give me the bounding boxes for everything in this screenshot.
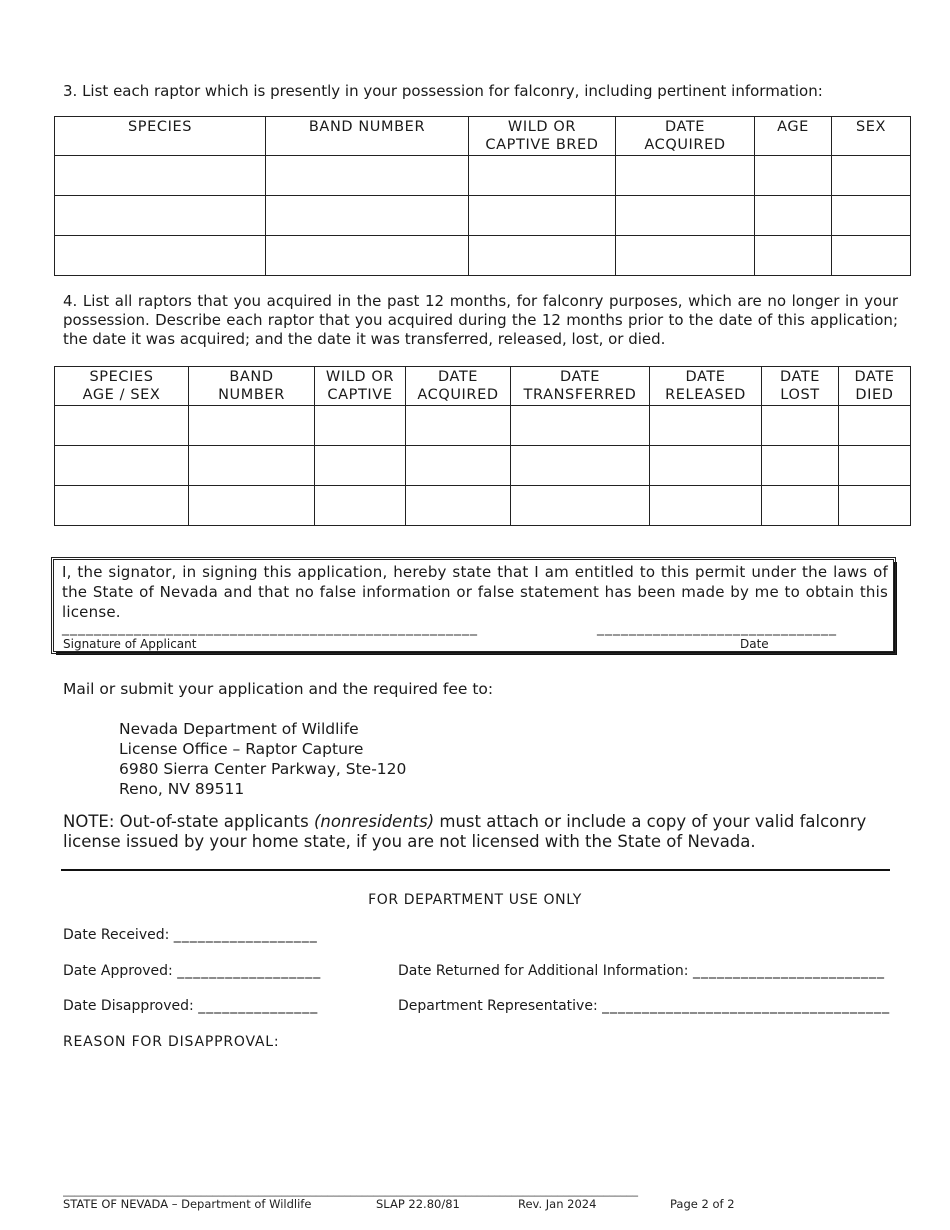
table-row <box>55 406 911 446</box>
section-divider <box>61 869 890 871</box>
column-header-text: NUMBER <box>218 387 285 403</box>
table-cell[interactable] <box>616 196 755 236</box>
address-line: 6980 Sierra Center Parkway, Ste-120 <box>119 760 407 778</box>
table-row <box>55 236 911 276</box>
table-cell[interactable] <box>189 406 315 446</box>
column-header-text: LOST <box>780 387 820 403</box>
column-header <box>650 367 762 406</box>
column-header <box>832 117 911 156</box>
table-row <box>55 156 911 196</box>
table-cell[interactable] <box>469 156 616 196</box>
representative-field <box>398 997 890 1015</box>
table-cell[interactable] <box>511 486 650 526</box>
certification-box <box>53 559 894 652</box>
table-cell[interactable] <box>469 196 616 236</box>
column-header-text: WILD OR <box>325 369 395 385</box>
table-cell[interactable] <box>755 196 832 236</box>
footer-revision: Rev. Jan 2024 <box>518 1197 597 1211</box>
table-cell[interactable] <box>650 486 762 526</box>
date-received-field <box>63 926 318 944</box>
address-line: Nevada Department of Wildlife <box>119 720 359 738</box>
column-header <box>55 117 266 156</box>
column-header-text: CAPTIVE <box>327 387 393 403</box>
past-raptors-table <box>54 366 911 526</box>
footer-rule: ____________________________________________________________________________________________________ <box>63 1183 638 1197</box>
column-header <box>762 367 839 406</box>
footer-agency: STATE OF NEVADA – Department of Wildlife <box>63 1197 312 1211</box>
table-cell[interactable] <box>266 236 469 276</box>
table-row <box>55 486 911 526</box>
column-header <box>839 367 911 406</box>
column-header-text: DATE <box>559 369 601 385</box>
date-disapproved-label: Date Disapproved: <box>63 998 199 1014</box>
column-header-text: SEX <box>855 119 887 135</box>
column-header-text: DATE <box>854 369 895 385</box>
table-cell[interactable] <box>55 406 189 446</box>
table-cell[interactable] <box>55 486 189 526</box>
footer-form-number: SLAP 22.80/81 <box>376 1197 460 1211</box>
column-header <box>755 117 832 156</box>
mailing-address <box>119 719 406 799</box>
table-cell[interactable] <box>315 446 406 486</box>
table-cell[interactable] <box>832 156 911 196</box>
column-header <box>469 117 616 156</box>
column-header-text: DATE <box>437 369 479 385</box>
column-header-text: ACQUIRED <box>417 387 499 403</box>
signature-label: Signature of Applicant <box>63 637 197 651</box>
note-prefix: NOTE: Out-of-state applicants <box>63 812 314 831</box>
table-cell[interactable] <box>832 236 911 276</box>
table-cell[interactable] <box>266 156 469 196</box>
column-header-text: DATE <box>664 119 706 135</box>
table-cell[interactable] <box>55 196 266 236</box>
table-cell[interactable] <box>406 446 511 486</box>
table-cell[interactable] <box>755 156 832 196</box>
table-cell[interactable] <box>55 156 266 196</box>
column-header-text: DIED <box>855 387 894 403</box>
table-row <box>55 196 911 236</box>
footer-page: Page 2 of 2 <box>670 1197 735 1211</box>
certification-statement: I, the signator, in signing this application, hereby state that I am entitled to this permit under the laws of the State of Nevada and that no false information or false statement has been made by me to obtain this license. <box>62 563 888 621</box>
table-cell[interactable] <box>616 236 755 276</box>
note-italic: (nonresidents) <box>314 812 435 831</box>
column-header-text: TRANSFERRED <box>523 387 637 403</box>
column-header-text: DATE <box>685 369 726 385</box>
column-header-text: WILD OR <box>507 119 577 135</box>
address-line: License Office – Raptor Capture <box>119 740 364 758</box>
signature-line[interactable]: ____________________________________________________ <box>62 620 478 636</box>
column-header-text: DATE <box>779 369 821 385</box>
column-header <box>315 367 406 406</box>
date-disapproved-line[interactable]: _______________ <box>198 998 319 1014</box>
question-3-text: 3. List each raptor which is presently in your possession for falconry, including pertinent information: <box>63 82 823 100</box>
table-cell[interactable] <box>762 446 839 486</box>
column-header-text: CAPTIVE BRED <box>485 137 599 153</box>
representative-label: Department Representative: <box>398 998 603 1014</box>
table-cell[interactable] <box>55 446 189 486</box>
table-cell[interactable] <box>650 406 762 446</box>
column-header <box>266 117 469 156</box>
table-cell[interactable] <box>406 406 511 446</box>
date-approved-field <box>63 962 321 980</box>
table-cell[interactable] <box>650 446 762 486</box>
reason-for-disapproval-label: REASON FOR DISAPPROVAL: <box>63 1034 280 1050</box>
date-approved-label: Date Approved: <box>63 963 178 979</box>
date-returned-label: Date Returned for Additional Information: <box>398 963 693 979</box>
table-cell[interactable] <box>511 446 650 486</box>
date-received-label: Date Received: <box>63 927 174 943</box>
column-header <box>616 117 755 156</box>
date-received-line[interactable]: __________________ <box>173 927 318 943</box>
department-heading: FOR DEPARTMENT USE ONLY <box>368 892 582 908</box>
column-header <box>55 367 189 406</box>
table-cell[interactable] <box>832 196 911 236</box>
date-label: Date <box>740 637 769 651</box>
table-cell[interactable] <box>406 486 511 526</box>
table-cell[interactable] <box>762 406 839 446</box>
date-approved-line[interactable]: __________________ <box>177 963 322 979</box>
nonresident-note <box>63 812 873 852</box>
note-suffix: must attach or include a copy of your valid falconry license issued by your home state, if you are not licensed with the State of Nevada. <box>63 812 867 851</box>
table-cell[interactable] <box>55 236 266 276</box>
column-header-text: AGE <box>777 119 809 135</box>
date-line[interactable]: ______________________________ <box>597 620 837 636</box>
table-cell[interactable] <box>315 486 406 526</box>
question-4-text: 4. List all raptors that you acquired in the past 12 months, for falconry purposes, which are no longer in your possession. Describe each raptor that you acquired during the 12 months prior to the date of this application; the date it was acquired; and the date it was transferred, released, lost, or died. <box>63 292 898 348</box>
date-disapproved-field <box>63 997 318 1015</box>
table-cell[interactable] <box>189 486 315 526</box>
column-header-text: RELEASED <box>665 387 746 403</box>
table-row <box>55 446 911 486</box>
column-header-text: BAND NUMBER <box>308 119 426 135</box>
date-returned-field <box>398 962 885 980</box>
table-cell[interactable] <box>315 406 406 446</box>
table-cell[interactable] <box>189 446 315 486</box>
column-header-text: ACQUIRED <box>644 137 726 153</box>
table-cell[interactable] <box>266 196 469 236</box>
table-cell[interactable] <box>762 486 839 526</box>
column-header <box>511 367 650 406</box>
address-line: Reno, NV 89511 <box>119 780 245 798</box>
table-cell[interactable] <box>839 486 911 526</box>
table-cell[interactable] <box>839 446 911 486</box>
column-header-text: SPECIES <box>89 369 154 385</box>
column-header-text: SPECIES <box>127 119 193 135</box>
table-cell[interactable] <box>469 236 616 276</box>
column-header <box>189 367 315 406</box>
date-returned-line[interactable]: ________________________ <box>692 963 885 979</box>
current-raptors-table <box>54 116 911 276</box>
representative-line[interactable]: ____________________________________ <box>602 998 891 1014</box>
table-cell[interactable] <box>755 236 832 276</box>
table-cell[interactable] <box>616 156 755 196</box>
column-header <box>406 367 511 406</box>
mail-intro: Mail or submit your application and the required fee to: <box>63 680 494 698</box>
table-cell[interactable] <box>839 406 911 446</box>
column-header-text: AGE / SEX <box>82 387 161 403</box>
column-header-text: BAND <box>229 369 274 385</box>
table-cell[interactable] <box>511 406 650 446</box>
